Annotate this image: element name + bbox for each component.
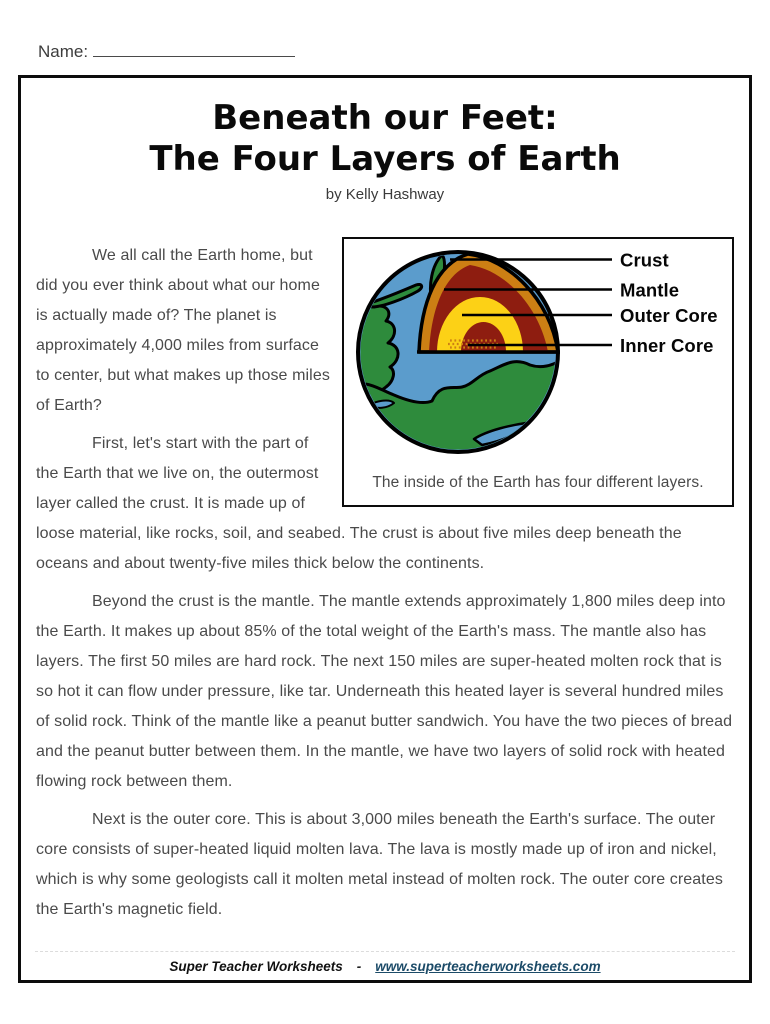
title-line-1: Beneath our Feet: [212,98,558,138]
footer-separator: - [356,959,362,974]
name-blank-line[interactable] [93,42,295,57]
paragraph-4: Next is the outer core. This is about 3,000 miles beneath the Earth's surface. The outer core consists of super-heated liquid molten lava. The lava is mostly made up of iron and nickel, which is why some geologists call it molten metal instead of molten rock. The outer core creates the Earth's magnetic field. [36,810,723,918]
name-row [38,42,752,62]
label-mantle: Mantle [620,279,680,301]
label-outer-core: Outer Core [620,304,718,326]
earth-layers-figure [342,237,734,507]
paragraph-2: First, let's start with the part of the Earth that we live on, the outermost layer called the crust. It is made up of loose material, like rocks, soil, and seabed. The crust is about five miles deep beneath the oceans and about twenty-five miles thick below the continents. [36,434,682,572]
footer [35,951,735,974]
label-inner-core: Inner Core [620,334,714,356]
worksheet-body [18,75,752,983]
name-label: Name: [38,42,89,61]
worksheet-title [36,98,734,180]
label-crust: Crust [620,249,669,271]
title-line-2: The Four Layers of Earth [149,138,621,179]
footer-brand: Super Teacher Worksheets [169,959,343,974]
article-content [36,241,734,925]
paragraph-3: Beyond the crust is the mantle. The mantle extends approximately 1,800 miles deep into the Earth. It makes up about 85% of the total weight of the Earth's mass. The mantle also has layers. The first 50 miles are hard rock. The next 150 miles are super-heated molten rock that is so hot it can flow under pressure, like tar. Underneath this heated layer is several hundred miles of solid rock. Think of the mantle like a peanut butter sandwich. You have the two pieces of bread and the peanut butter between them. In the mantle, we have two layers of solid rock with heated flowing rock between them. [36,592,733,790]
figure-caption: The inside of the Earth has four different layers. [372,473,704,491]
earth-diagram [344,239,732,471]
byline: by Kelly Hashway [325,185,445,203]
paragraph-1: We all call the Earth home, but did you ever think about what our home is actually made of? The planet is approximately 4,000 miles from surface to center, but what makes up those miles of Earth? [36,246,330,414]
footer-url[interactable]: www.superteacherworksheets.com [375,959,601,974]
